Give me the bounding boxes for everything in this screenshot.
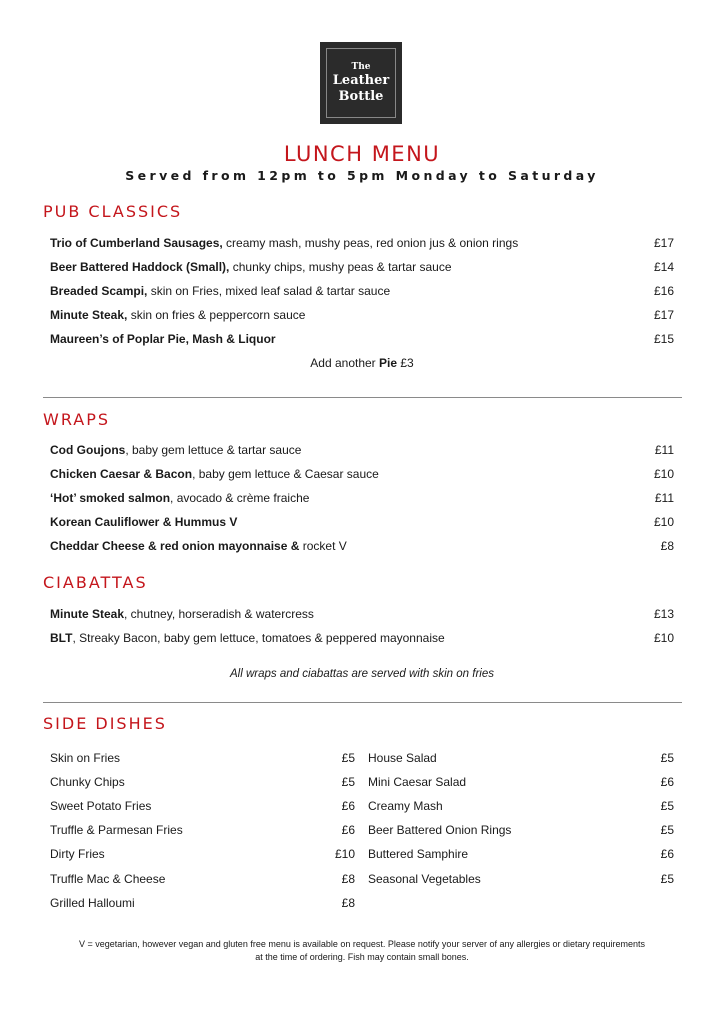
- item-name: Minute Steak: [50, 607, 125, 621]
- section-heading-ciabattas: CIABATTAS: [43, 573, 148, 592]
- served-with-note: All wraps and ciabattas are served with skin on fries: [230, 668, 494, 680]
- item-name: Korean Cauliflower & Hummus V: [50, 515, 238, 529]
- side-item: [368, 796, 674, 816]
- item-price: £17: [653, 308, 674, 322]
- item-name: Cod Goujons: [50, 443, 126, 457]
- item-name: Cheddar Cheese & red onion mayonnaise &: [50, 539, 300, 553]
- menu-item: [50, 488, 674, 508]
- side-name: Buttered Samphire: [368, 847, 469, 861]
- logo-line-1: The: [351, 61, 371, 72]
- item-name: Maureen’s of Poplar Pie, Mash & Liquor: [50, 332, 276, 346]
- section-heading-side-dishes: SIDE DISHES: [43, 714, 167, 733]
- menu-item: [50, 440, 674, 460]
- item-price: £8: [660, 539, 674, 553]
- side-item: [368, 869, 674, 889]
- item-name: ‘Hot’ smoked salmon: [50, 491, 171, 505]
- item-price: £16: [653, 284, 674, 298]
- side-price: £10: [334, 847, 355, 861]
- side-item: [368, 844, 674, 864]
- side-name: Creamy Mash: [368, 799, 443, 813]
- item-price: £15: [653, 332, 674, 346]
- menu-item: [50, 628, 674, 648]
- side-item: [50, 844, 355, 864]
- item-price: £11: [654, 443, 674, 457]
- item-description: , avocado & crème fraiche: [170, 491, 310, 505]
- item-name: Chicken Caesar & Bacon: [50, 467, 193, 481]
- item-description: creamy mash, mushy peas, red onion jus & onion rings: [222, 236, 519, 250]
- item-price: £11: [654, 491, 674, 505]
- item-price: £17: [653, 236, 674, 250]
- menu-item: [50, 233, 674, 253]
- side-item: [50, 820, 355, 840]
- menu-item: [50, 257, 674, 277]
- side-price: £8: [341, 896, 355, 910]
- logo-line-2: Leather: [332, 72, 390, 88]
- section-heading-wraps: WRAPS: [43, 410, 111, 429]
- logo-line-3: Bottle: [338, 88, 384, 104]
- section-heading-pub-classics: PUB CLASSICS: [43, 202, 183, 221]
- page-title: LUNCH MENU: [283, 142, 441, 166]
- item-price: £14: [653, 260, 674, 274]
- side-name: Chunky Chips: [50, 775, 125, 789]
- side-name: Mini Caesar Salad: [368, 775, 467, 789]
- item-description: skin on fries & peppercorn sauce: [127, 308, 306, 322]
- section-divider: [43, 397, 682, 398]
- side-item: [50, 796, 355, 816]
- dietary-footer: [30, 938, 694, 964]
- side-price: £5: [341, 775, 355, 789]
- side-price: £5: [341, 751, 355, 765]
- footer-line-2: at the time of ordering. Fish may contain small bones.: [255, 952, 469, 962]
- item-name: Beer Battered Haddock (Small),: [50, 260, 230, 274]
- menu-item: [50, 604, 674, 624]
- section-divider: [43, 702, 682, 703]
- side-item: [50, 748, 355, 768]
- side-item: [50, 772, 355, 792]
- side-item: [50, 893, 355, 913]
- item-description: , Streaky Bacon, baby gem lettuce, tomatoes & peppered mayonnaise: [72, 631, 445, 645]
- addon-suffix: £3: [397, 356, 414, 370]
- item-price: £13: [653, 607, 674, 621]
- side-price: £5: [660, 799, 674, 813]
- item-name: Minute Steak,: [50, 308, 128, 322]
- side-price: £6: [341, 823, 355, 837]
- item-price: £10: [653, 515, 674, 529]
- side-price: £6: [341, 799, 355, 813]
- menu-item: [50, 329, 674, 349]
- item-name: Breaded Scampi,: [50, 284, 148, 298]
- side-name: Beer Battered Onion Rings: [368, 823, 512, 837]
- addon-prefix: Add another: [310, 356, 379, 370]
- side-price: £6: [660, 847, 674, 861]
- item-description: , baby gem lettuce & Caesar sauce: [192, 467, 379, 481]
- side-name: Seasonal Vegetables: [368, 872, 481, 886]
- footer-line-1: V = vegetarian, however vegan and gluten free menu is available on request. Please notify your server of any allergies or dietary requirements: [78, 939, 646, 949]
- item-name: Trio of Cumberland Sausages,: [50, 236, 223, 250]
- menu-item: [50, 536, 674, 556]
- menu-item: [50, 464, 674, 484]
- item-price: £10: [653, 467, 674, 481]
- side-item: [368, 820, 674, 840]
- addon-note: [0, 353, 724, 373]
- menu-item: [50, 305, 674, 325]
- side-price: £5: [660, 872, 674, 886]
- side-item: [368, 772, 674, 792]
- item-description: rocket V: [299, 539, 347, 553]
- side-name: Sweet Potato Fries: [50, 799, 152, 813]
- item-description: skin on Fries, mixed leaf salad & tartar sauce: [147, 284, 391, 298]
- item-price: £10: [653, 631, 674, 645]
- item-description: , chutney, horseradish & watercress: [124, 607, 314, 621]
- side-item: [368, 748, 674, 768]
- item-name: BLT: [50, 631, 73, 645]
- side-item: [50, 869, 355, 889]
- side-price: £5: [660, 751, 674, 765]
- side-name: Truffle Mac & Cheese: [50, 872, 166, 886]
- logo: [321, 43, 401, 123]
- page-subtitle: Served from 12pm to 5pm Monday to Saturday: [125, 168, 599, 183]
- side-name: Truffle & Parmesan Fries: [50, 823, 183, 837]
- side-name: House Salad: [368, 751, 437, 765]
- side-price: £6: [660, 775, 674, 789]
- side-name: Skin on Fries: [50, 751, 121, 765]
- menu-item: [50, 512, 674, 532]
- item-description: , baby gem lettuce & tartar sauce: [125, 443, 302, 457]
- menu-item: [50, 281, 674, 301]
- side-price: £5: [660, 823, 674, 837]
- side-name: Grilled Halloumi: [50, 896, 135, 910]
- side-price: £8: [341, 872, 355, 886]
- addon-item: Pie: [379, 356, 398, 370]
- item-description: chunky chips, mushy peas & tartar sauce: [229, 260, 452, 274]
- side-name: Dirty Fries: [50, 847, 105, 861]
